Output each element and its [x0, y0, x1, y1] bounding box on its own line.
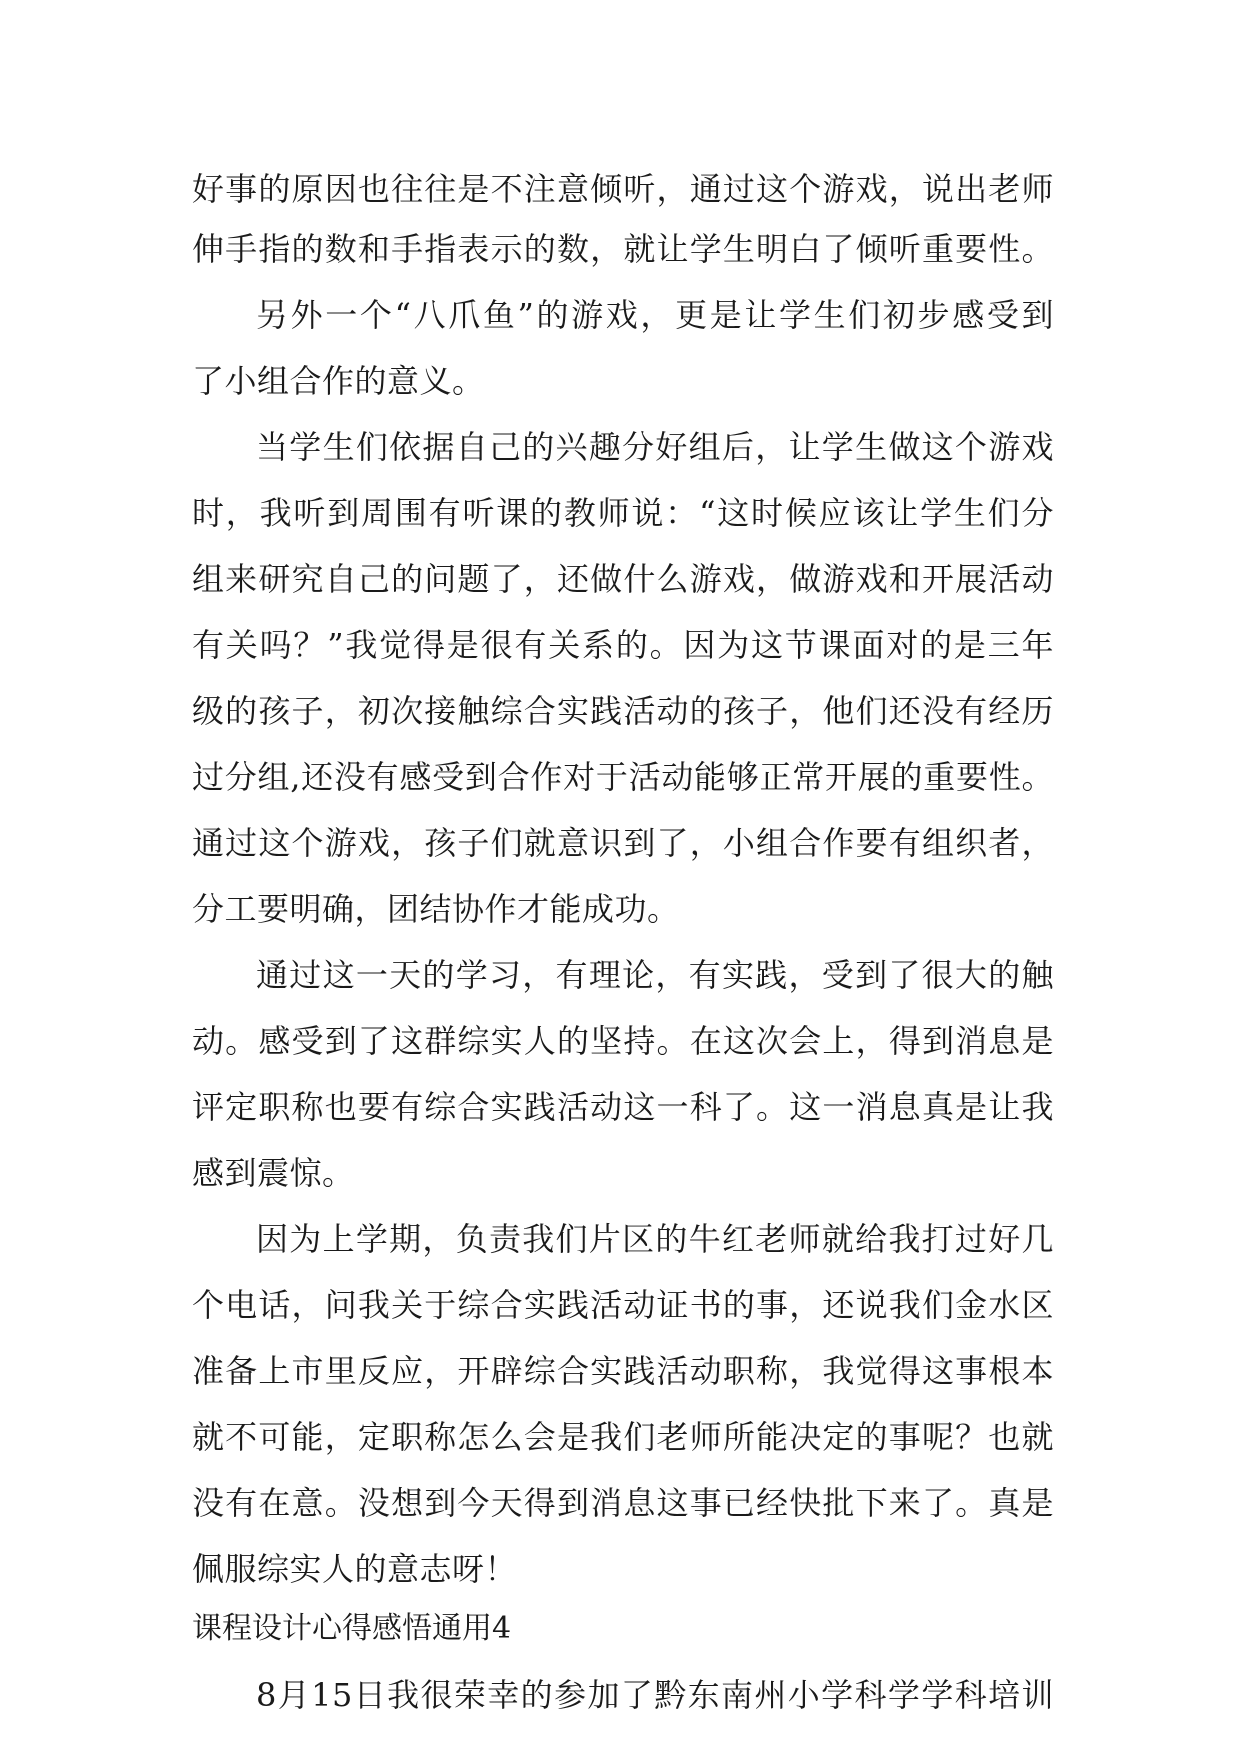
text-line: 有关吗？”我觉得是很有关系的。因为这节课面对的是三年 — [192, 626, 1054, 664]
text-line: 个电话，问我关于综合实践活动证书的事，还说我们金水区 — [192, 1286, 1054, 1324]
paragraph-first-line: 8月15日我很荣幸的参加了黔东南州小学科学学科培训 — [256, 1676, 1054, 1714]
paragraph-first-line: 因为上学期，负责我们片区的牛红老师就给我打过好几 — [256, 1220, 1054, 1258]
section-heading: 课程设计心得感悟通用4 — [192, 1611, 512, 1646]
text-line: 过分组,还没有感受到合作对于活动能够正常开展的重要性。 — [192, 758, 1054, 796]
text-line: 分工要明确，团结协作才能成功。 — [192, 890, 680, 928]
paragraph-first-line: 通过这一天的学习，有理论，有实践，受到了很大的触 — [256, 956, 1054, 994]
text-line: 准备上市里反应，开辟综合实践活动职称，我觉得这事根本 — [192, 1352, 1054, 1390]
text-line: 动。感受到了这群综实人的坚持。在这次会上，得到消息是 — [192, 1022, 1054, 1060]
text-line: 了小组合作的意义。 — [192, 362, 485, 400]
text-line: 没有在意。没想到今天得到消息这事已经快批下来了。真是 — [192, 1484, 1054, 1522]
text-line: 通过这个游戏，孩子们就意识到了，小组合作要有组织者， — [192, 824, 1054, 862]
paragraph-first-line: 当学生们依据自己的兴趣分好组后，让学生做这个游戏 — [256, 428, 1054, 466]
text-line: 佩服综实人的意志呀！ — [192, 1550, 518, 1588]
text-line: 伸手指的数和手指表示的数，就让学生明白了倾听重要性。 — [192, 230, 1054, 268]
paragraph-first-line: 另外一个“八爪鱼”的游戏，更是让学生们初步感受到 — [256, 296, 1054, 334]
text-line: 级的孩子，初次接触综合实践活动的孩子，他们还没有经历 — [192, 692, 1054, 730]
text-line: 感到震惊。 — [192, 1154, 355, 1192]
text-line: 就不可能，定职称怎么会是我们老师所能决定的事呢？也就 — [192, 1418, 1054, 1456]
text-line: 好事的原因也往往是不注意倾听，通过这个游戏，说出老师 — [192, 170, 1054, 208]
text-line: 组来研究自己的问题了，还做什么游戏，做游戏和开展活动 — [192, 560, 1054, 598]
text-line: 评定职称也要有综合实践活动这一科了。这一消息真是让我 — [192, 1088, 1054, 1126]
text-line: 时，我听到周围有听课的教师说：“这时候应该让学生们分 — [192, 494, 1054, 532]
